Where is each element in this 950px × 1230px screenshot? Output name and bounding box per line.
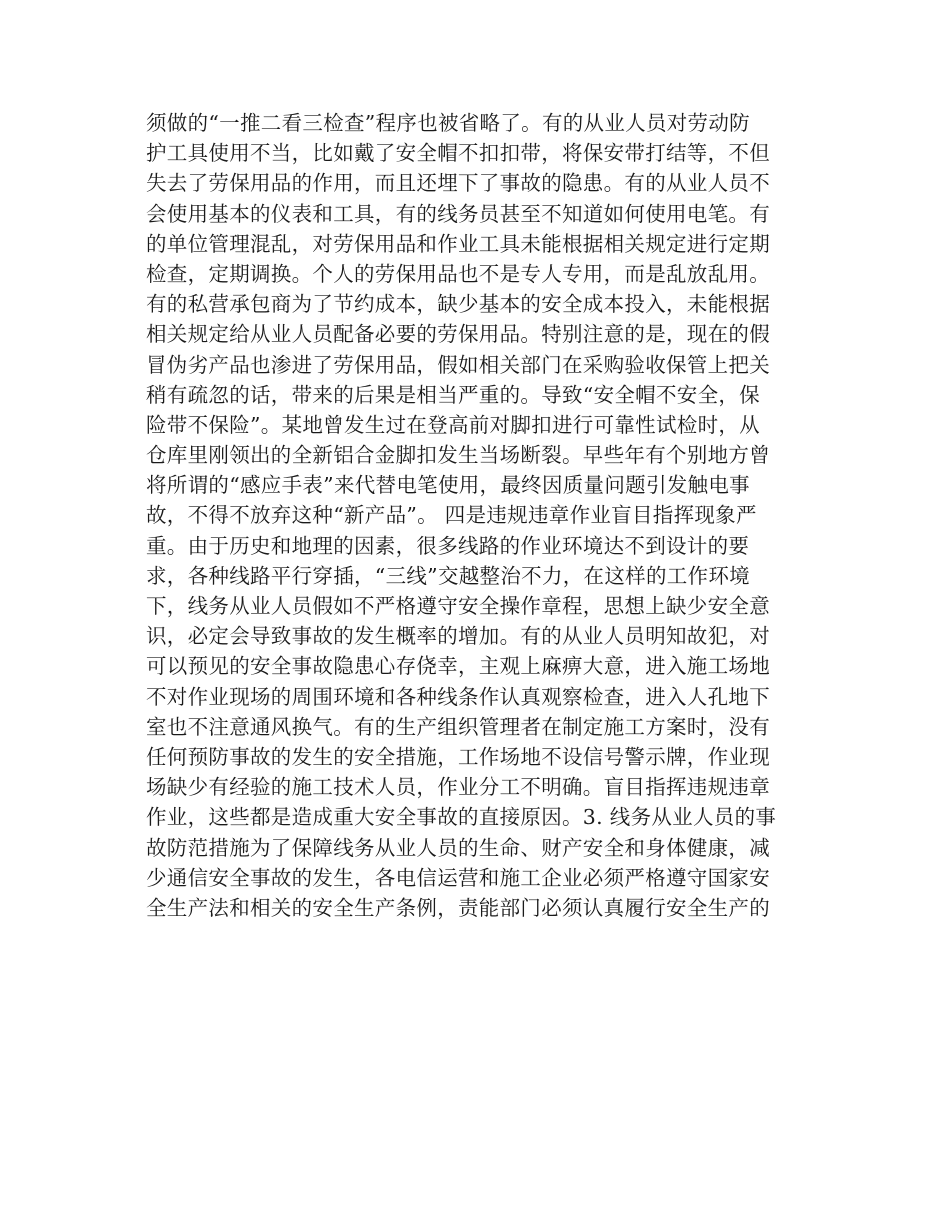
text-line: 任何预防事故的发生的安全措施，工作场地不设信号警示牌，作业现: [146, 744, 770, 769]
body-text: [146, 108, 806, 923]
text-line: 失去了劳保用品的作用，而且还埋下了事故的隐患。有的从业人员不: [146, 171, 770, 196]
text-line: 冒伪劣产品也渗进了劳保用品，假如相关部门在采购验收保管上把关: [146, 352, 770, 377]
text-line: 的单位管理混乱，对劳保用品和作业工具未能根据相关规定进行定期: [146, 231, 770, 256]
text-line: 可以预见的安全事故隐患心存侥幸，主观上麻痹大意，进入施工场地: [146, 654, 770, 679]
text-line: 须做的“一推二看三检查”程序也被省略了。有的从业人员对劳动防: [146, 111, 750, 135]
text-line: 险带不保险”。某地曾发生过在登高前对脚扣进行可靠性试检时，从: [146, 412, 760, 437]
text-line: 仓库里刚领出的全新铝合金脚扣发生当场断裂。早些年有个别地方曾: [146, 443, 770, 468]
text-line: 作业，这些都是造成重大安全事故的直接原因。3. 线务从业人员的事: [146, 805, 777, 830]
text-line: 求，各种线路平行穿插，“三线”交越整治不力，在这样的工作环境: [146, 563, 750, 588]
text-line: 将所谓的“感应手表”来代替电笔使用，最终因质量问题引发触电事: [146, 473, 750, 498]
text-line: 故防范措施为了保障线务从业人员的生命、财产安全和身体健康，减: [146, 835, 770, 860]
text-line: 重。由于历史和地理的因素，很多线路的作业环境达不到设计的要: [146, 533, 750, 558]
text-line: 识，必定会导致事故的发生概率的增加。有的从业人员明知故犯，对: [146, 624, 770, 649]
text-line: 检查，定期调换。个人的劳保用品也不是专人专用，而是乱放乱用。: [146, 261, 770, 286]
text-line: 有的私营承包商为了节约成本，缺少基本的安全成本投入，未能根据: [146, 292, 770, 317]
text-line: 稍有疏忽的话，带来的后果是相当严重的。导致“安全帽不安全，保: [146, 382, 760, 407]
text-line: 不对作业现场的周围环境和各种线条作认真观察检查，进入人孔地下: [146, 684, 770, 709]
text-line: 全生产法和相关的安全生产条例，责能部门必须认真履行安全生产的: [146, 895, 770, 920]
text-line: 故，不得不放弃这种“新产品”。 四是违规违章作业盲目指挥现象严: [146, 503, 757, 528]
text-line: 会使用基本的仪表和工具，有的线务员甚至不知道如何使用电笔。有: [146, 201, 770, 226]
text-line: 相关规定给从业人员配备必要的劳保用品。特别注意的是，现在的假: [146, 322, 770, 347]
text-line: 室也不注意通风换气。有的生产组织管理者在制定施工方案时，没有: [146, 714, 770, 739]
text-line: 下，线务从业人员假如不严格遵守安全操作章程，思想上缺少安全意: [146, 594, 770, 618]
text-line: 护工具使用不当，比如戴了安全帽不扣扣带，将保安带打结等，不但: [146, 141, 770, 166]
text-line: 少通信安全事故的发生，各电信运营和施工企业必须严格遵守国家安: [146, 865, 770, 890]
text-line: 场缺少有经验的施工技术人员，作业分工不明确。盲目指挥违规违章: [146, 775, 770, 800]
